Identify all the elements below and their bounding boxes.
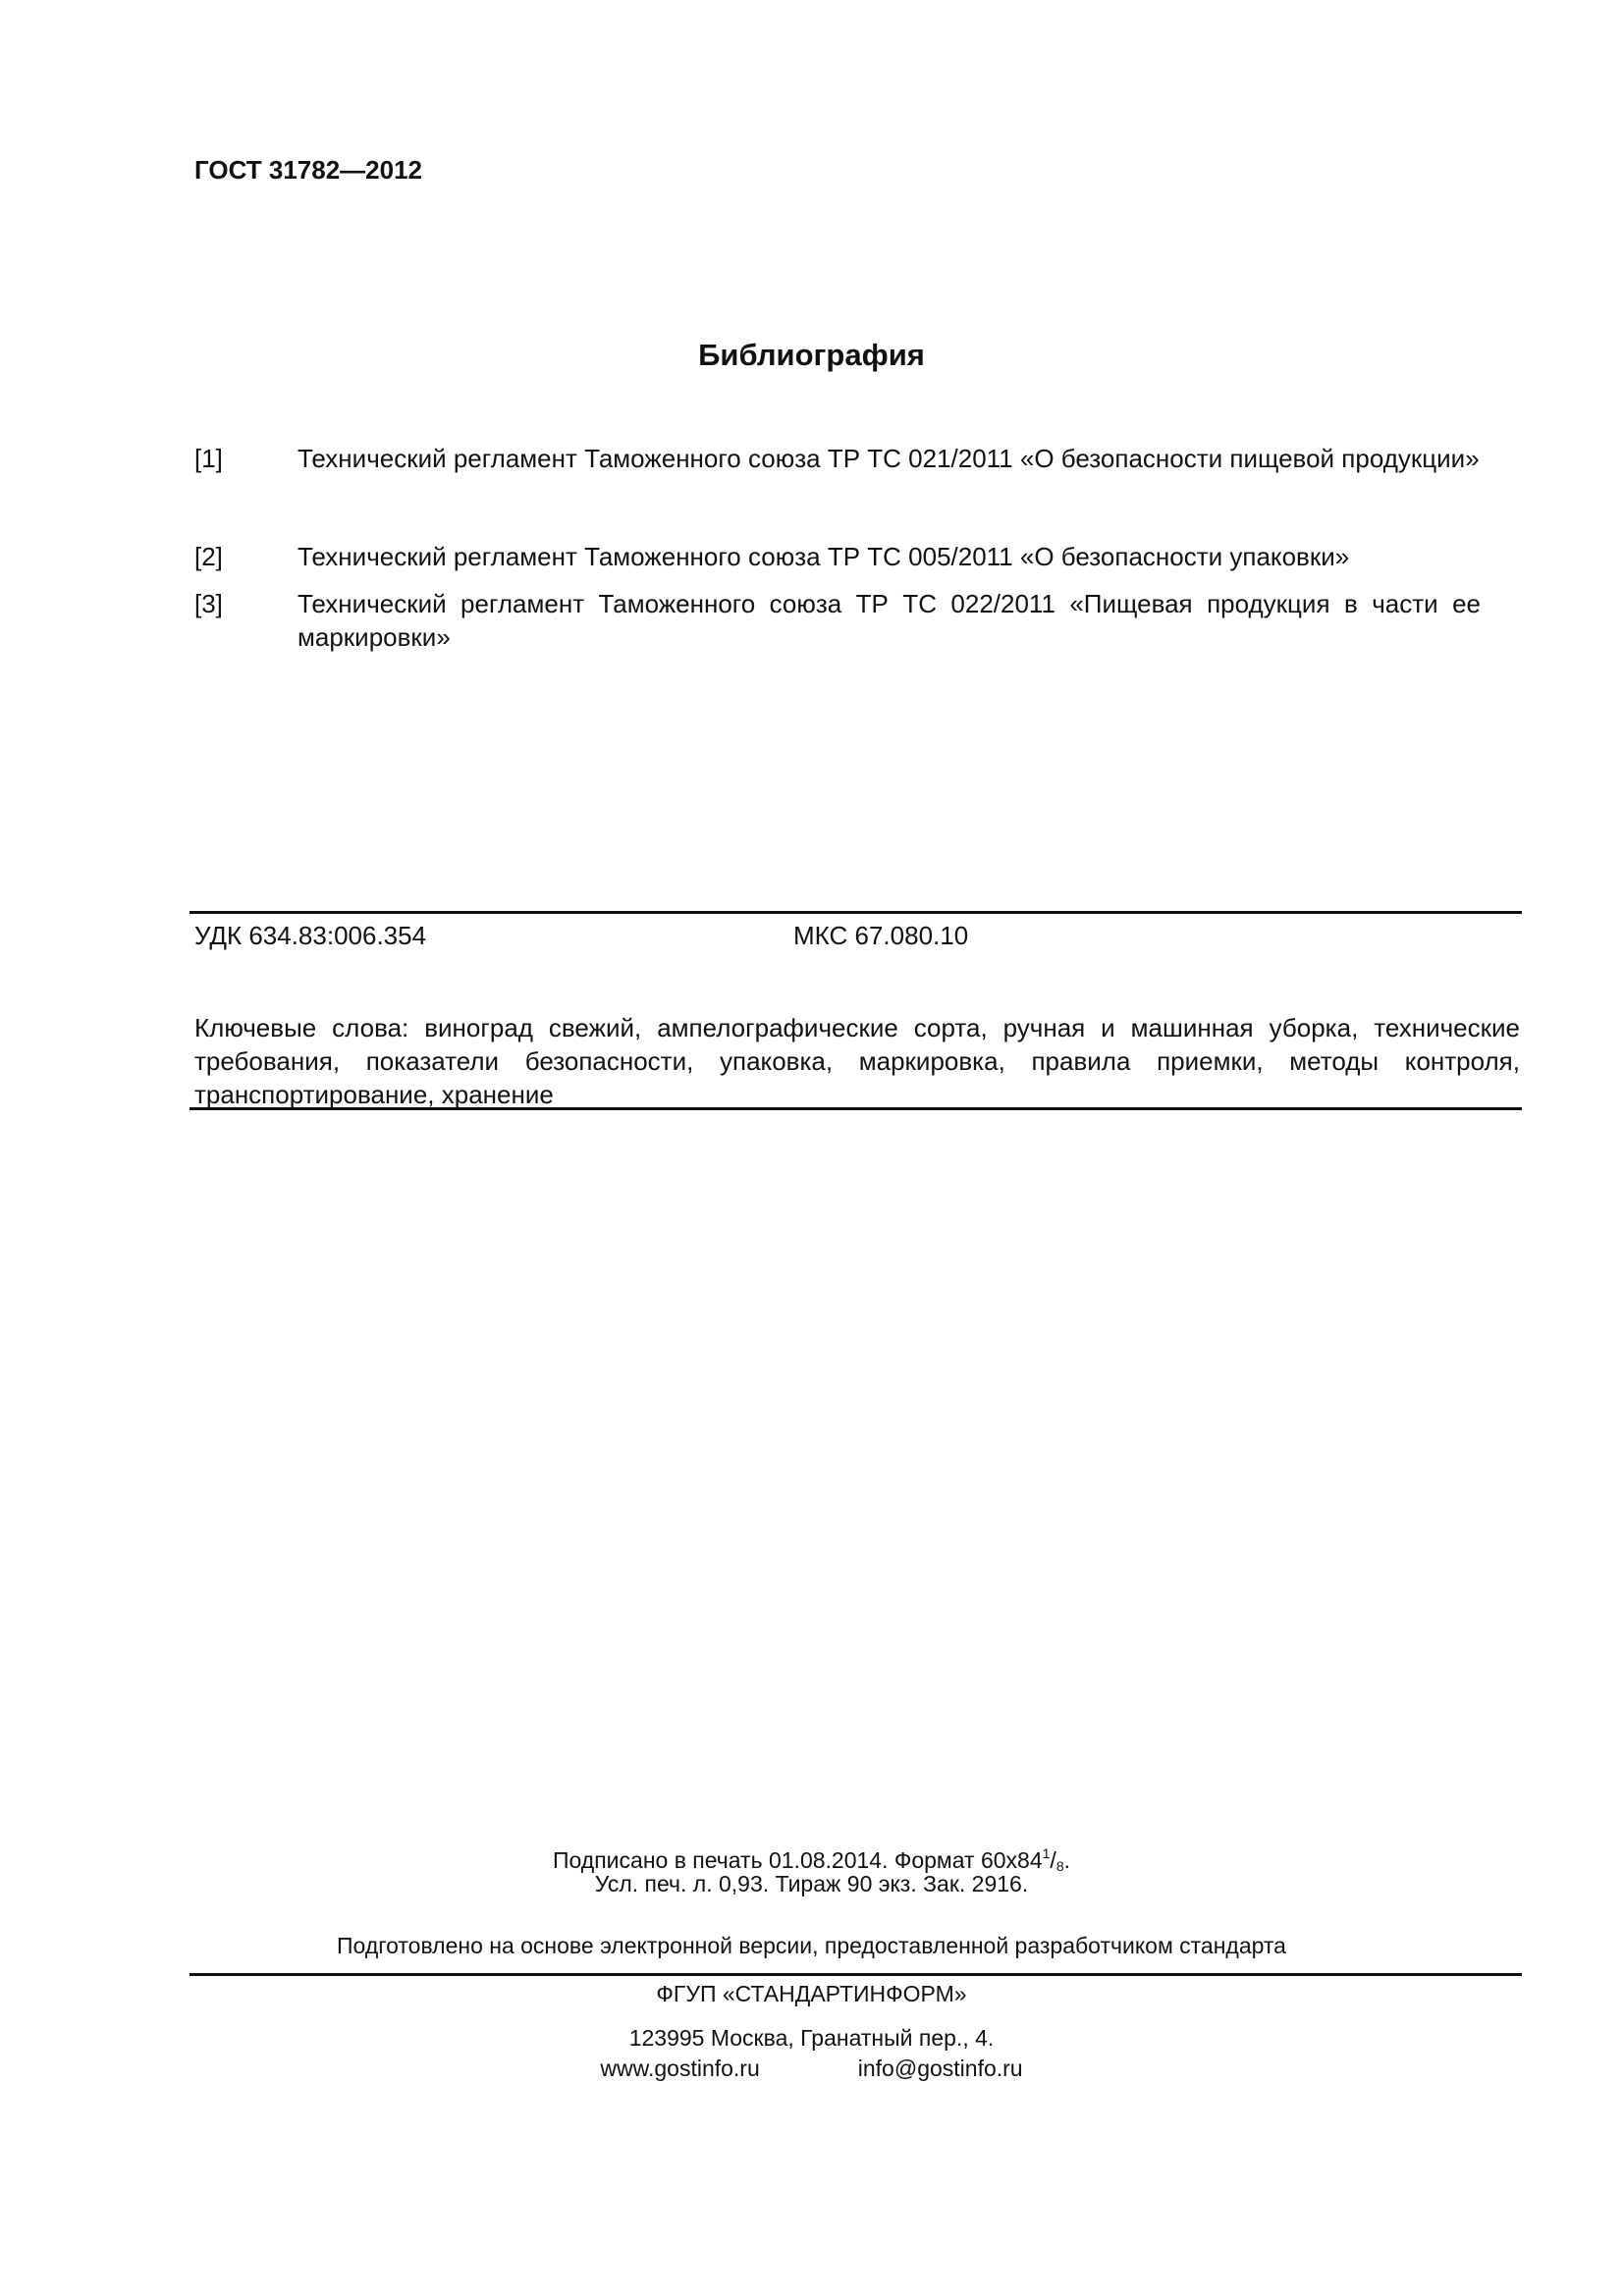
bibliography-number: [1] [194,444,223,473]
format-suffix: . [1063,1847,1070,1873]
udk-code: УДК 634.83:006.354 [194,921,427,950]
publisher-name: ФГУП «СТАНДАРТИНФОРМ» [656,1981,967,2006]
bibliography-number: [2] [194,542,223,571]
publisher-contacts [0,2054,1623,2084]
website-link[interactable]: www.gostinfo.ru [600,2056,760,2081]
mks-code: МКС 67.080.10 [793,921,969,950]
prepared-note: Подготовлено на основе электронной версии, предоставленной разработчиком стандарта [337,1933,1286,1958]
divider-line [189,1973,1522,1976]
print-info: Усл. печ. л. 0,93. Тираж 90 экз. Зак. 2916. [594,1871,1029,1896]
bibliography-text: Технический регламент Таможенного союза ТР ТС 022/2011 «Пищевая продукция в части ее маркировки» [298,589,1481,652]
keywords-paragraph: Ключевые слова: виноград свежий, ампелографические сорта, ручная и машинная уборка, технические требования, показатели безопасности, упаковка, маркировка, правила приемки, методы контроля, транспортирование, хранение [194,1013,1520,1109]
bibliography-text: Технический регламент Таможенного союза ТР ТС 005/2011 «О безопасности упаковки» [298,542,1350,571]
format-numerator: 1 [1042,1845,1051,1861]
bibliography-item [194,540,1481,573]
page-title: Библиография [698,338,925,372]
divider-line [189,1107,1522,1110]
email-link[interactable]: info@gostinfo.ru [857,2056,1023,2081]
divider-line [189,911,1522,914]
bibliography-item [194,442,1481,475]
format-denominator: 8 [1055,1858,1064,1874]
document-code: ГОСТ 31782—2012 [194,155,422,185]
bibliography-item [194,587,1481,654]
bibliography-number: [3] [194,589,223,618]
bibliography-text: Технический регламент Таможенного союза ТР ТС 021/2011 «О безопасности пищевой продукции» [298,444,1480,473]
signed-text: Подписано в печать 01.08.2014. Формат 60x84 [552,1847,1043,1873]
publisher-address: 123995 Москва, Гранатный пер., 4. [628,2025,995,2051]
signed-for-print: Подписано в печать 01.08.2014. Формат $60x84^1/_8$. [552,1845,1070,1874]
